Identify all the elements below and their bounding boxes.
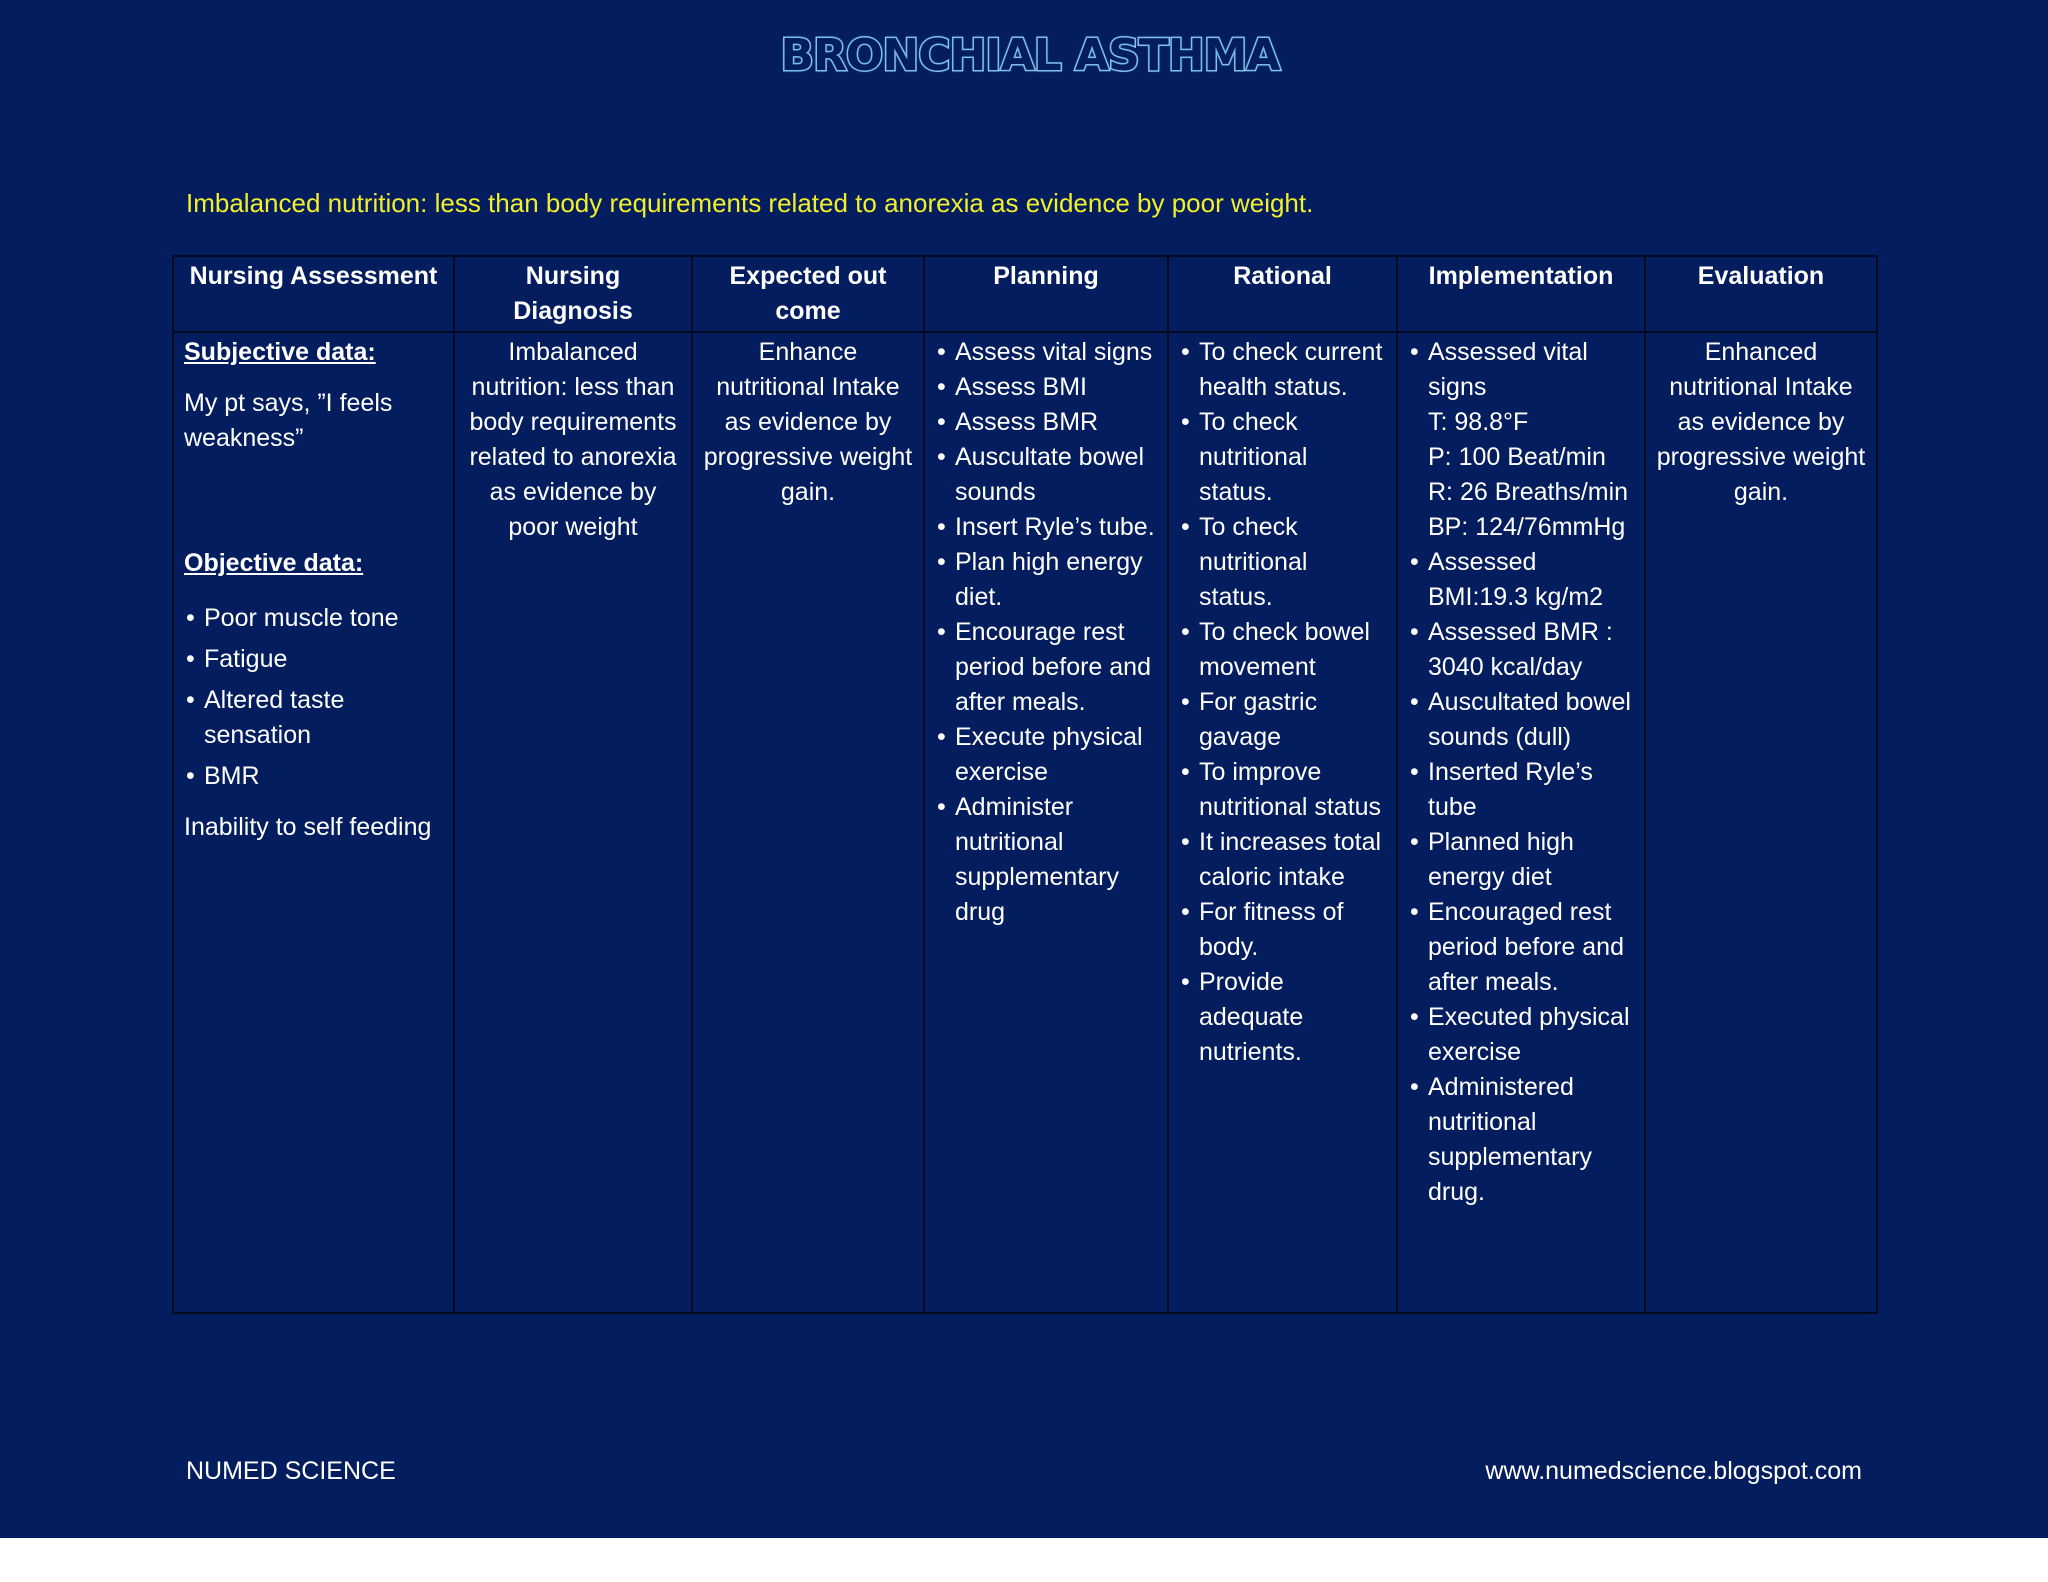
header-implementation: Implementation (1397, 256, 1645, 332)
vitals-label: Assessed vital signs (1428, 338, 1588, 401)
list-item: • Execute physical exercise (935, 720, 1157, 790)
list-item: • Auscultated bowel sounds (dull) (1408, 685, 1634, 755)
subjective-text: My pt says, ”I feels weakness” (184, 389, 393, 452)
evaluation-cell: Enhanced nutritional Intake as evidence by progressive weight gain. (1645, 332, 1877, 1313)
list-item: • Provide adequate nutrients. (1179, 965, 1386, 1070)
vital-blood-pressure: BP: 124/76mmHg (1428, 513, 1626, 541)
table-row (173, 332, 1877, 1313)
implementation-list (1408, 335, 1634, 1210)
header-rational: Rational (1168, 256, 1397, 332)
list-item: • To check nutritional status. (1179, 510, 1386, 615)
list-item: • Assess vital signs (935, 335, 1157, 370)
assessment-extra-text: Inability to self feeding (184, 813, 432, 841)
list-item: • For gastric gavage (1179, 685, 1386, 755)
vital-respiration: R: 26 Breaths/min (1428, 478, 1629, 506)
table-header-row (173, 256, 1877, 332)
list-item: • To improve nutritional status (1179, 755, 1386, 825)
header-nursing-diagnosis: Nursing Diagnosis (454, 256, 692, 332)
list-item: • Assess BMR (935, 405, 1157, 440)
list-item: • Insert Ryle’s tube. (935, 510, 1157, 545)
header-planning: Planning (924, 256, 1168, 332)
list-item: • Administered nutritional supplementary drug. (1408, 1070, 1634, 1210)
objective-list (184, 601, 443, 794)
list-item: • Encourage rest period before and after meals. (935, 615, 1157, 720)
footer-website: www.numedscience.blogspot.com (1485, 1457, 1862, 1485)
list-item: • Planned high energy diet (1408, 825, 1634, 895)
assessment-cell (173, 332, 454, 1313)
vital-pulse: P: 100 Beat/min (1428, 443, 1606, 471)
subjective-label: Subjective data: (184, 338, 376, 366)
list-item (1408, 335, 1634, 545)
page-title: BRONCHIAL ASTHMA (780, 30, 1280, 81)
rational-list (1179, 335, 1386, 1070)
objective-label: Objective data: (184, 549, 364, 577)
list-item: • Assessed BMI:19.3 kg/m2 (1408, 545, 1634, 615)
list-item: • Fatigue (184, 642, 443, 677)
list-item: • For fitness of body. (1179, 895, 1386, 965)
list-item: • Assessed BMR : 3040 kcal/day (1408, 615, 1634, 685)
header-evaluation: Evaluation (1645, 256, 1877, 332)
list-item: • To check nutritional status. (1179, 405, 1386, 510)
list-item: • To check bowel movement (1179, 615, 1386, 685)
diagnosis-statement: Imbalanced nutrition: less than body requirements related to anorexia as evidence by poor weight. (186, 188, 1314, 218)
expected-outcome-cell: Enhance nutritional Intake as evidence by progressive weight gain. (692, 332, 924, 1313)
care-plan-table (172, 255, 1878, 1314)
diagnosis-cell: Imbalanced nutrition: less than body requirements related to anorexia as evidence by poor weight (454, 332, 692, 1313)
list-item: • It increases total caloric intake (1179, 825, 1386, 895)
list-item: • Altered taste sensation (184, 683, 443, 753)
rational-cell (1168, 332, 1397, 1313)
list-item: • Administer nutritional supplementary drug (935, 790, 1157, 930)
list-item: • Encouraged rest period before and after meals. (1408, 895, 1634, 1000)
list-item: • BMR (184, 759, 443, 794)
list-item: • Inserted Ryle’s tube (1408, 755, 1634, 825)
footer-brand: NUMED SCIENCE (186, 1457, 396, 1485)
planning-list (935, 335, 1157, 930)
vital-temperature: T: 98.8°F (1428, 408, 1529, 436)
list-item: • To check current health status. (1179, 335, 1386, 405)
list-item: • Assess BMI (935, 370, 1157, 405)
planning-cell (924, 332, 1168, 1313)
list-item: • Plan high energy diet. (935, 545, 1157, 615)
list-item: • Executed physical exercise (1408, 1000, 1634, 1070)
header-nursing-assessment: Nursing Assessment (173, 256, 454, 332)
list-item: • Poor muscle tone (184, 601, 443, 636)
list-item: • Auscultate bowel sounds (935, 440, 1157, 510)
implementation-cell (1397, 332, 1645, 1313)
header-expected-outcome: Expected out come (692, 256, 924, 332)
